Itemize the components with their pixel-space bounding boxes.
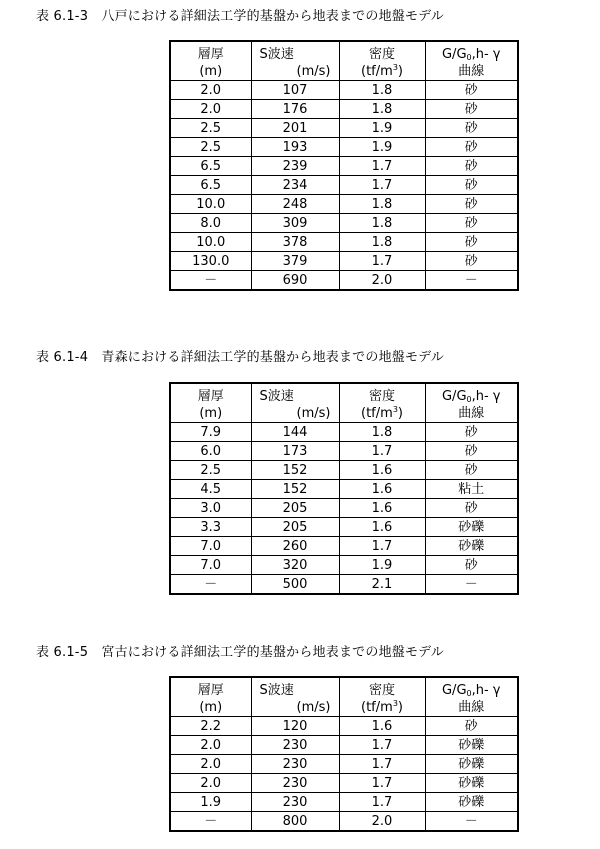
table-row <box>170 81 518 100</box>
table-row <box>170 556 518 575</box>
table-row <box>170 214 518 233</box>
cell-thickness: 7.9 <box>170 423 251 442</box>
header-curve-label: 曲線 <box>425 405 518 423</box>
table-row <box>170 195 518 214</box>
table-row <box>170 157 518 176</box>
cell-s-wave: 205 <box>251 499 339 518</box>
header-s-wave-unit: (m/s) <box>251 699 339 717</box>
cell-density: 1.8 <box>339 100 425 119</box>
cell-thickness: 1.9 <box>170 793 251 812</box>
cell-curve-soil: 砂礫 <box>425 774 518 793</box>
header-thickness: 層厚 <box>170 383 251 405</box>
ground-model-table <box>169 382 519 595</box>
cell-density: 1.7 <box>339 774 425 793</box>
cell-s-wave: 201 <box>251 119 339 138</box>
cell-s-wave: 379 <box>251 252 339 271</box>
cell-density: 1.6 <box>339 461 425 480</box>
cell-curve-soil: － <box>425 271 518 291</box>
cell-curve-soil: 砂 <box>425 138 518 157</box>
cell-s-wave: 230 <box>251 755 339 774</box>
cell-curve-soil: 砂礫 <box>425 518 518 537</box>
cell-thickness: 2.0 <box>170 100 251 119</box>
table-row <box>170 461 518 480</box>
cell-thickness: 2.5 <box>170 138 251 157</box>
cell-s-wave: 248 <box>251 195 339 214</box>
table-row <box>170 812 518 832</box>
header-thickness: 層厚 <box>170 41 251 63</box>
table-caption: 表 6.1-4 青森における詳細法工学的基盤から地表までの地盤モデル <box>36 350 444 365</box>
cell-curve-soil: 砂 <box>425 100 518 119</box>
ground-model-table <box>169 676 519 832</box>
cell-curve-soil: － <box>425 812 518 832</box>
header-density: 密度 <box>339 41 425 63</box>
cell-thickness: － <box>170 812 251 832</box>
table-row <box>170 774 518 793</box>
cell-s-wave: 173 <box>251 442 339 461</box>
cell-thickness: 6.0 <box>170 442 251 461</box>
table-body <box>170 423 518 595</box>
cell-density: 1.6 <box>339 717 425 736</box>
cell-s-wave: 205 <box>251 518 339 537</box>
cell-s-wave: 239 <box>251 157 339 176</box>
cell-s-wave: 230 <box>251 774 339 793</box>
cell-density: 1.7 <box>339 793 425 812</box>
table-row <box>170 271 518 291</box>
cell-density: 1.8 <box>339 233 425 252</box>
table-row <box>170 537 518 556</box>
header-curve: $G/G_0,h-$ γ <box>425 41 518 63</box>
cell-curve-soil: 砂 <box>425 461 518 480</box>
header-thickness-unit: (m) <box>170 405 251 423</box>
table-row <box>170 793 518 812</box>
cell-density: 1.8 <box>339 214 425 233</box>
cell-density: 2.1 <box>339 575 425 595</box>
header-thickness-unit: (m) <box>170 699 251 717</box>
cell-density: 1.9 <box>339 138 425 157</box>
cell-thickness: 3.0 <box>170 499 251 518</box>
cell-curve-soil: 砂 <box>425 499 518 518</box>
cell-thickness: 10.0 <box>170 233 251 252</box>
header-s-wave: S波速 <box>251 677 339 699</box>
table-row <box>170 233 518 252</box>
cell-thickness: 2.0 <box>170 774 251 793</box>
cell-curve-soil: 砂 <box>425 176 518 195</box>
cell-density: 1.7 <box>339 736 425 755</box>
cell-s-wave: 193 <box>251 138 339 157</box>
cell-thickness: 10.0 <box>170 195 251 214</box>
cell-curve-soil: 砂 <box>425 81 518 100</box>
cell-density: 1.6 <box>339 518 425 537</box>
table-row <box>170 423 518 442</box>
cell-curve-soil: 砂 <box>425 233 518 252</box>
ground-model-table <box>169 40 519 291</box>
header-s-wave-unit: (m/s) <box>251 405 339 423</box>
cell-density: 1.9 <box>339 119 425 138</box>
cell-density: 1.6 <box>339 499 425 518</box>
table-body <box>170 717 518 832</box>
cell-curve-soil: 砂 <box>425 717 518 736</box>
cell-curve-soil: 砂礫 <box>425 537 518 556</box>
header-curve: $G/G_0,h-$ γ <box>425 677 518 699</box>
cell-thickness: 2.5 <box>170 461 251 480</box>
cell-curve-soil: 砂 <box>425 119 518 138</box>
table-row <box>170 252 518 271</box>
table-caption: 表 6.1-5 宮古における詳細法工学的基盤から地表までの地盤モデル <box>36 645 444 660</box>
cell-s-wave: 144 <box>251 423 339 442</box>
table-row <box>170 499 518 518</box>
table-row <box>170 755 518 774</box>
cell-density: 1.8 <box>339 195 425 214</box>
cell-density: 1.7 <box>339 157 425 176</box>
cell-curve-soil: 砂礫 <box>425 793 518 812</box>
cell-s-wave: 152 <box>251 461 339 480</box>
cell-curve-soil: 砂 <box>425 442 518 461</box>
cell-thickness: 130.0 <box>170 252 251 271</box>
cell-s-wave: 500 <box>251 575 339 595</box>
cell-s-wave: 107 <box>251 81 339 100</box>
cell-density: 1.7 <box>339 537 425 556</box>
cell-curve-soil: 砂 <box>425 423 518 442</box>
cell-s-wave: 260 <box>251 537 339 556</box>
table-row <box>170 119 518 138</box>
table-row <box>170 518 518 537</box>
cell-thickness: 3.3 <box>170 518 251 537</box>
cell-density: 1.7 <box>339 176 425 195</box>
table-caption: 表 6.1-3 八戸における詳細法工学的基盤から地表までの地盤モデル <box>36 9 444 24</box>
cell-curve-soil: 砂 <box>425 214 518 233</box>
header-s-wave-unit: (m/s) <box>251 63 339 81</box>
table-header <box>170 677 518 717</box>
cell-thickness: 2.5 <box>170 119 251 138</box>
cell-s-wave: 230 <box>251 736 339 755</box>
cell-thickness: 8.0 <box>170 214 251 233</box>
cell-s-wave: 120 <box>251 717 339 736</box>
cell-curve-soil: 砂 <box>425 195 518 214</box>
header-density-unit: $(tf/m^3)$ <box>339 699 425 717</box>
cell-curve-soil: 砂 <box>425 252 518 271</box>
table-body <box>170 81 518 291</box>
cell-curve-soil: － <box>425 575 518 595</box>
cell-s-wave: 230 <box>251 793 339 812</box>
cell-thickness: 2.0 <box>170 755 251 774</box>
cell-density: 1.6 <box>339 480 425 499</box>
cell-thickness: 6.5 <box>170 157 251 176</box>
table-row <box>170 736 518 755</box>
cell-s-wave: 690 <box>251 271 339 291</box>
cell-thickness: 4.5 <box>170 480 251 499</box>
table-header <box>170 383 518 423</box>
header-thickness-unit: (m) <box>170 63 251 81</box>
cell-thickness: － <box>170 271 251 291</box>
cell-density: 1.8 <box>339 423 425 442</box>
header-s-wave: S波速 <box>251 383 339 405</box>
cell-density: 2.0 <box>339 812 425 832</box>
cell-density: 1.9 <box>339 556 425 575</box>
cell-curve-soil: 粘土 <box>425 480 518 499</box>
table-row <box>170 442 518 461</box>
cell-density: 1.7 <box>339 252 425 271</box>
table-row <box>170 176 518 195</box>
cell-thickness: 2.2 <box>170 717 251 736</box>
header-curve-label: 曲線 <box>425 63 518 81</box>
cell-density: 1.7 <box>339 442 425 461</box>
cell-thickness: 7.0 <box>170 537 251 556</box>
cell-s-wave: 800 <box>251 812 339 832</box>
cell-density: 2.0 <box>339 271 425 291</box>
header-density: 密度 <box>339 677 425 699</box>
table-row <box>170 138 518 157</box>
cell-thickness: － <box>170 575 251 595</box>
cell-thickness: 6.5 <box>170 176 251 195</box>
table-row <box>170 717 518 736</box>
cell-s-wave: 234 <box>251 176 339 195</box>
cell-curve-soil: 砂 <box>425 556 518 575</box>
cell-density: 1.8 <box>339 81 425 100</box>
header-s-wave: S波速 <box>251 41 339 63</box>
cell-curve-soil: 砂 <box>425 157 518 176</box>
cell-thickness: 2.0 <box>170 736 251 755</box>
table-header <box>170 41 518 81</box>
cell-s-wave: 309 <box>251 214 339 233</box>
cell-s-wave: 378 <box>251 233 339 252</box>
header-density-unit: $(tf/m^3)$ <box>339 63 425 81</box>
cell-curve-soil: 砂礫 <box>425 736 518 755</box>
table-row <box>170 480 518 499</box>
cell-thickness: 7.0 <box>170 556 251 575</box>
header-density: 密度 <box>339 383 425 405</box>
header-curve-label: 曲線 <box>425 699 518 717</box>
cell-s-wave: 176 <box>251 100 339 119</box>
cell-curve-soil: 砂礫 <box>425 755 518 774</box>
header-density-unit: $(tf/m^3)$ <box>339 405 425 423</box>
header-thickness: 層厚 <box>170 677 251 699</box>
cell-thickness: 2.0 <box>170 81 251 100</box>
header-curve: $G/G_0,h-$ γ <box>425 383 518 405</box>
table-row <box>170 100 518 119</box>
cell-s-wave: 320 <box>251 556 339 575</box>
cell-s-wave: 152 <box>251 480 339 499</box>
table-row <box>170 575 518 595</box>
cell-density: 1.7 <box>339 755 425 774</box>
